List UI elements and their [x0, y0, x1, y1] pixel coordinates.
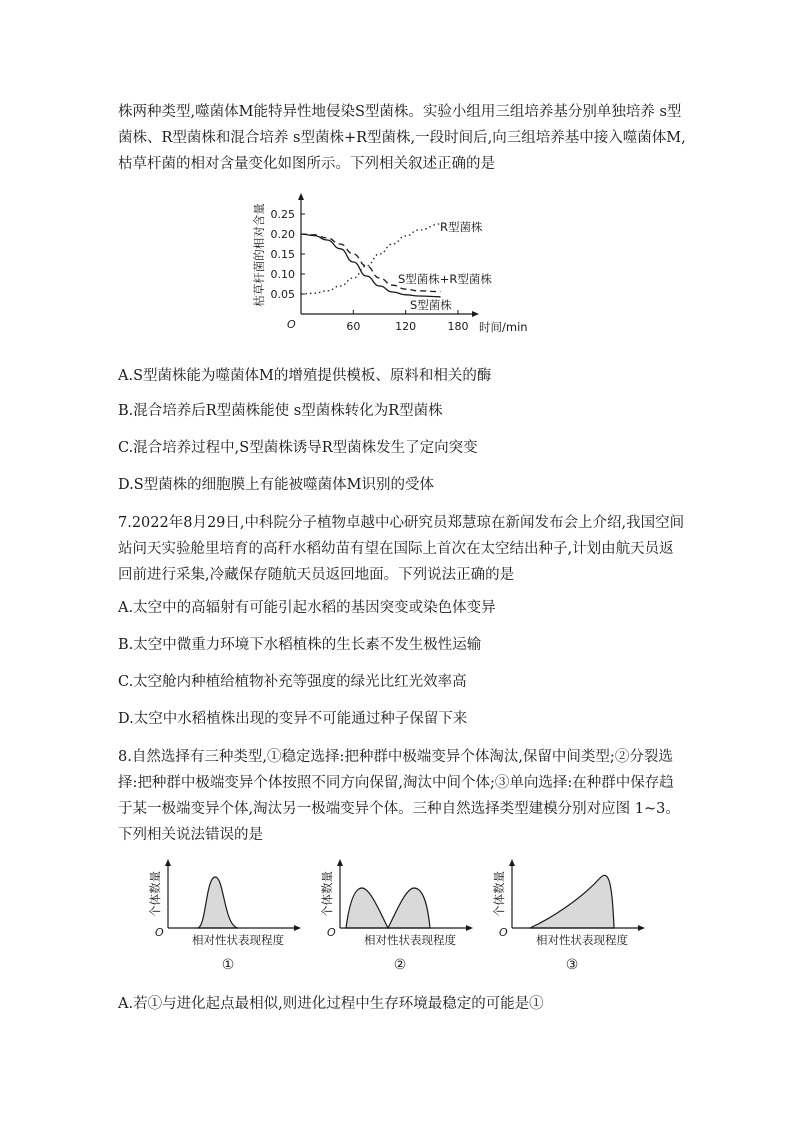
q6-option-b[interactable]: B.混合培养后R型菌株能使 s型菌株转化为R型菌株	[118, 403, 443, 419]
chart-y-tick-label: 0.05	[270, 288, 295, 301]
chart-x-tick-label: 60	[346, 320, 361, 333]
chart-series-line	[301, 234, 441, 297]
q6-stem: 株两种类型,噬菌体M能特异性地侵染S型菌株。实验小组用三组培养基分别单独培养 s型菌株、R型菌株和混合培养 s型菌株+R型菌株,一段时间后,向三组培养基中接入噬菌体M,枯草杆菌的相对含量变化如图所示。下列相关叙述正确的是	[118, 104, 686, 172]
graph-y-arrow	[337, 859, 343, 866]
graph-x-arrow	[638, 925, 645, 931]
chart-x-tick-label: 120	[395, 320, 417, 333]
chart-origin: O	[287, 318, 296, 331]
graph-y-arrow	[509, 859, 515, 866]
selection-graph	[492, 859, 645, 973]
q6-option-d[interactable]: D.S型菌株的细胞膜上有能被噬菌体M识别的受体	[118, 477, 434, 493]
chart-series-label: S型菌株+R型菌株	[398, 272, 492, 286]
graph-origin: O	[327, 926, 336, 939]
chart-y-tick-label: 0.25	[270, 208, 295, 221]
q8-stem: 8.自然选择有三种类型,①稳定选择:把种群中极端变异个体淘汰,保留中间类型;②分裂选择:把种群中极端变异个体按照不同方向保留,淘汰中间个体;③单向选择:在种群中保存趋于某一极端变异个体,淘汰另一极端变异个体。三种自然选择类型建模分别对应图 1~3。下列相关说法错误的是	[118, 749, 680, 843]
graph-caption: ②	[393, 957, 407, 973]
chart-y-arrow	[298, 193, 304, 200]
q6-option-c[interactable]: C.混合培养过程中,S型菌株诱导R型菌株发生了定向突变	[118, 440, 478, 456]
graph-origin: O	[155, 926, 164, 939]
chart-y-tick-label: 0.15	[270, 248, 295, 261]
selection-curve	[198, 877, 238, 928]
graph-y-label: 个体数量	[320, 871, 334, 917]
chart-x-arrow	[472, 311, 479, 317]
q7-option-b[interactable]: B.太空中微重力环境下水稻植株的生长素不发生极性运输	[118, 637, 482, 653]
chart-y-tick-label: 0.10	[270, 268, 295, 281]
chart-x-label: 时间/min	[479, 320, 528, 334]
chart-series-label: S型菌株	[410, 298, 452, 312]
chart-x-tick-label: 180	[447, 320, 469, 333]
graph-caption: ①	[221, 957, 235, 973]
graph-origin: O	[499, 926, 508, 939]
chart-y-label: 枯草杆菌的相对含量	[252, 203, 266, 307]
graph-x-label: 相对性状表现程度	[192, 933, 284, 947]
graph-caption: ③	[565, 957, 579, 973]
graph-y-label: 个体数量	[148, 871, 162, 917]
graph-y-label: 个体数量	[492, 871, 506, 917]
graph-x-arrow	[466, 925, 473, 931]
q7-option-a[interactable]: A.太空中的高辐射有可能引起水稻的基因突变或染色体变异	[118, 600, 496, 616]
chart-series-label: R型菌株	[440, 220, 483, 234]
q6-option-a[interactable]: A.S型菌株能为噬菌体M的增殖提供模板、原料和相关的酶	[118, 368, 492, 384]
graph-x-label: 相对性状表现程度	[364, 933, 456, 947]
selection-curve	[530, 875, 614, 928]
graph-x-arrow	[294, 925, 301, 931]
selection-curve	[346, 888, 430, 928]
chart-y-tick-label: 0.20	[270, 228, 295, 241]
q7-option-d[interactable]: D.太空中水稻植株出现的变异不可能通过种子保留下来	[118, 711, 468, 727]
graph-x-label: 相对性状表现程度	[536, 933, 628, 947]
graph-y-arrow	[165, 859, 171, 866]
selection-graph	[148, 859, 301, 973]
q7-option-c[interactable]: C.太空舱内种植给植物补充等强度的绿光比红光效率高	[118, 674, 467, 690]
q8-option-a[interactable]: A.若①与进化起点最相似,则进化过程中生存环境最稳定的可能是①	[118, 996, 544, 1012]
selection-graph	[320, 859, 473, 973]
q7-stem: 7.2022年8月29日,中科院分子植物卓越中心研究员郑慧琼在新闻发布会上介绍,我国空间站问天实验舱里培育的高秆水稻幼苗有望在国际上首次在太空结出种子,计划由航天员返回前进行采集,冷藏保存随航天员返回地面。下列说法正确的是	[118, 515, 685, 583]
